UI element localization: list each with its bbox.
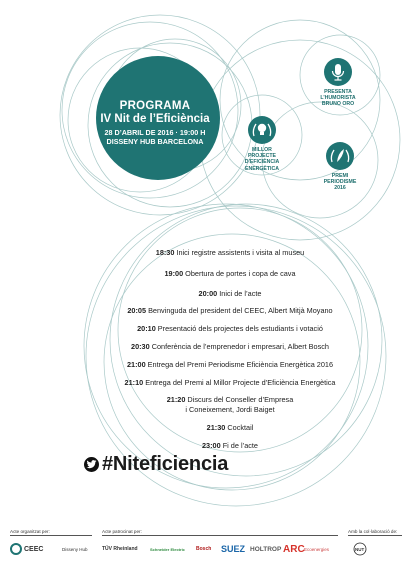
list-item: [85, 360, 375, 370]
event-date: 28 D’ABRIL DE 2016 · 19:00 H: [104, 128, 206, 137]
badge-project-line2: PROJECTE: [248, 153, 276, 160]
logo-schneider: [150, 542, 185, 556]
badge-host-line2: L’HUMORISTA: [320, 95, 356, 102]
item-text: Entrega del Premi Periodisme Eficiència Energètica 2016: [147, 360, 334, 369]
item-text: Conferència de l’emprenedor i empresari, Albert Bosch: [151, 342, 329, 351]
logo-nut: [352, 542, 368, 556]
ceec-logo-icon: [10, 543, 22, 555]
item-text: Cocktail: [227, 423, 254, 432]
logo-tuv-text: TÜV Rheinland: [102, 546, 138, 552]
logo-bosch: [196, 542, 211, 556]
time-label: 20:30: [131, 342, 150, 351]
logo-suez: [221, 542, 245, 556]
program-title: PROGRAMA: [119, 100, 191, 112]
hashtag-text[interactable]: #Niteficiencia: [102, 452, 229, 475]
logo-disseny-hub: [62, 542, 88, 556]
logo-holtrop-text: HOLTROP: [250, 545, 282, 553]
logo-arc: [283, 542, 305, 556]
list-item: [85, 342, 375, 352]
logo-suez-text: SUEZ: [221, 544, 246, 554]
logo-holtrop: [250, 542, 281, 556]
item-text: i Coneixement, Jordi Baiget: [185, 405, 275, 414]
logo-arc-text: ARC: [283, 543, 305, 555]
list-item: [85, 248, 375, 258]
list-item: [85, 269, 375, 279]
badge-host-line3: BRUNO ORO: [321, 101, 355, 108]
twitter-icon[interactable]: [84, 457, 99, 472]
badge-project-line1: MILLOR: [252, 147, 272, 153]
list-item: [85, 306, 375, 316]
list-item: [85, 441, 375, 451]
badge-host: [310, 58, 366, 108]
item-text: Entrega del Premi al Millor Projecte d’Eficiència Energètica: [145, 378, 336, 387]
badge-journalism-line2: PERIODISME: [323, 179, 357, 186]
footer-divider: [10, 535, 92, 536]
time-label: 20:10: [137, 324, 156, 333]
quill-laurel-icon: [326, 142, 354, 170]
logo-schneider-text: Schneider Electric: [150, 546, 185, 552]
lightbulb-laurel-icon: [248, 116, 276, 144]
footer-divider: [348, 535, 402, 536]
time-label: 20:00: [198, 289, 218, 298]
badge-journalism-line3: 2016: [334, 185, 346, 192]
collaboration-label: Amb la col·laboració de:: [348, 529, 398, 534]
item-text: Inici de l’acte: [219, 289, 262, 298]
item-text: Benvinguda del president del CEEC, Albert Mitjà Moyano: [148, 306, 333, 315]
list-item: [85, 423, 375, 433]
hashtag-block: [84, 452, 228, 476]
footer-divider: [102, 535, 338, 536]
logo-tuv: [102, 542, 138, 556]
logo-ceec-text: CEEC: [24, 545, 44, 553]
badge-journalism: [312, 142, 368, 192]
organized-label: Acte organitzat per:: [10, 529, 50, 534]
list-item: [85, 378, 375, 388]
microphone-icon: [324, 58, 352, 86]
event-venue: DISSENY HUB BARCELONA: [106, 137, 204, 146]
time-label: 19:00: [164, 269, 184, 278]
list-item: [85, 324, 375, 334]
time-label: 21:30: [206, 423, 226, 432]
time-label: 21:20: [166, 395, 186, 404]
logo-disseny-hub-text: Disseny Hub: [62, 546, 88, 552]
list-item-continuation: [85, 405, 375, 415]
badge-project-line4: ENERGÈTICA: [244, 165, 279, 172]
time-label: 23:00: [202, 441, 221, 450]
logo-nut-text: NUT: [355, 546, 365, 552]
item-text: Fi de l’acte: [222, 441, 258, 450]
item-text: Obertura de portes i copa de cava: [185, 269, 296, 278]
time-label: 21:10: [124, 378, 144, 387]
item-text: Presentació dels projectes dels estudiants i votació: [157, 324, 323, 333]
list-item: [85, 289, 375, 299]
item-text: Inici registre assistents i visita al museu: [176, 248, 305, 257]
logo-bosch-text: Bosch: [196, 546, 212, 552]
sponsored-label: Acte patrocinat per:: [102, 529, 142, 534]
badge-project: [234, 116, 290, 172]
badge-journalism-line1: PREMI: [331, 173, 349, 179]
time-label: 18:30: [155, 248, 175, 257]
badge-host-line1: PRESENTA: [324, 89, 352, 95]
time-label: 21:00: [126, 360, 146, 369]
logo-ceec: [10, 542, 43, 556]
hero-block: [70, 100, 240, 146]
list-item: [85, 395, 375, 405]
badge-project-line3: D’EFICIÈNCIA: [244, 159, 280, 166]
time-label: 20:05: [127, 306, 147, 315]
logo-ecoenergies: [304, 542, 329, 556]
logo-ecoenergies-text: Ecoenergies: [304, 546, 330, 552]
item-text: Discurs del Conseller d’Empresa: [187, 395, 294, 404]
event-title: IV Nit de l’Eficiència: [100, 113, 210, 125]
